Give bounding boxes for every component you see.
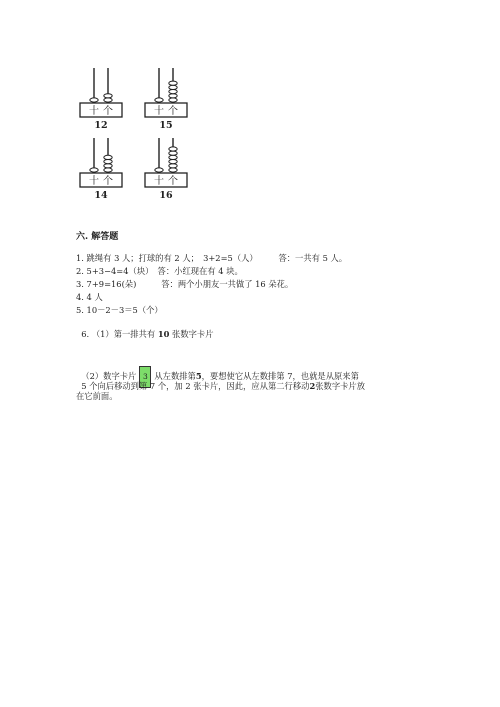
answer-6-2-move-count: 2 [309, 381, 316, 391]
answer-6-2-line-2 [76, 370, 436, 392]
answer-6-prefix: 6. （1）第一排共有 [81, 329, 158, 339]
abacus-16 [143, 136, 189, 201]
ones-bead [104, 155, 112, 159]
answer-6-2-line2a: 5 个向后移动到第 7 个，加 2 张卡片，因此，应从第二行移动 [81, 381, 310, 391]
tens-caption: 十 [89, 176, 99, 187]
ones-bead [169, 98, 177, 102]
tens-bead [155, 168, 163, 172]
ones-bead [169, 160, 177, 164]
abacus-number-label: 15 [159, 120, 173, 131]
answer-6-suffix: 张数字卡片 [169, 329, 214, 339]
ones-bead [169, 155, 177, 159]
tens-caption: 十 [154, 106, 164, 117]
ones-bead [104, 98, 112, 102]
abacus-frame [145, 103, 187, 117]
ones-bead [169, 168, 177, 172]
answer-6-2-lead: （2）数字卡片 [81, 371, 137, 381]
ones-caption: 个 [168, 176, 178, 187]
tens-bead [90, 98, 98, 102]
answer-6-2-line-3: 在它前面。 [76, 391, 118, 401]
ones-bead [169, 81, 177, 85]
ones-bead [169, 147, 177, 151]
tens-caption: 十 [89, 106, 99, 117]
tens-bead [155, 98, 163, 102]
answer-1: 1. 跳绳有 3 人；打球的有 2 人； 3+2=5（人） 答：一共有 5 人。 [76, 253, 348, 263]
abacus-frame [80, 103, 122, 117]
abacus-14-figure [78, 136, 124, 190]
ones-caption: 个 [168, 106, 178, 117]
answer-6-2-position: 5 [195, 371, 202, 381]
ones-bead [169, 94, 177, 98]
abacus-15 [143, 66, 189, 131]
ones-caption: 个 [103, 106, 113, 117]
abacus-15-figure [143, 66, 189, 120]
answer-6-2-rest: ，要想使它从左数排第 7，也就是从原来第 [201, 371, 359, 381]
abacus-12 [78, 66, 124, 131]
abacus-16-figure [143, 136, 189, 190]
abacus-14 [78, 136, 124, 201]
answer-5: 5. 10－2－3＝5（个） [76, 305, 163, 315]
abacus-number-label: 16 [159, 190, 173, 201]
answer-4: 4. 4 人 [76, 292, 103, 302]
tens-caption: 十 [154, 176, 164, 187]
abacus-frame [145, 173, 187, 187]
tens-bead [90, 168, 98, 172]
answer-3: 3. 7+9=16(朵) 答：两个小朋友一共做了 16 朵花。 [76, 279, 294, 289]
ones-bead [104, 94, 112, 98]
ones-bead [169, 90, 177, 94]
abacus-12-figure [78, 66, 124, 120]
ones-bead [169, 85, 177, 89]
section-heading: 六. 解答题 [76, 232, 119, 242]
abacus-number-label: 14 [94, 190, 108, 201]
abacus-frame [80, 173, 122, 187]
number-card: 3 [139, 366, 151, 388]
answer-6-1 [76, 318, 214, 340]
ones-bead [169, 151, 177, 155]
ones-bead [104, 160, 112, 164]
answer-6-count: 10 [157, 329, 170, 339]
ones-bead [169, 164, 177, 168]
ones-caption: 个 [103, 176, 113, 187]
abacus-number-label: 12 [94, 120, 108, 131]
answer-6-2-mid: 从左数排第 [154, 371, 196, 381]
ones-bead [104, 164, 112, 168]
answer-6-2-line2b: 张数字卡片放 [315, 381, 366, 391]
ones-bead [104, 168, 112, 172]
answer-2: 2. 5+3−4=4（块） 答：小红现在有 4 块。 [76, 266, 243, 276]
